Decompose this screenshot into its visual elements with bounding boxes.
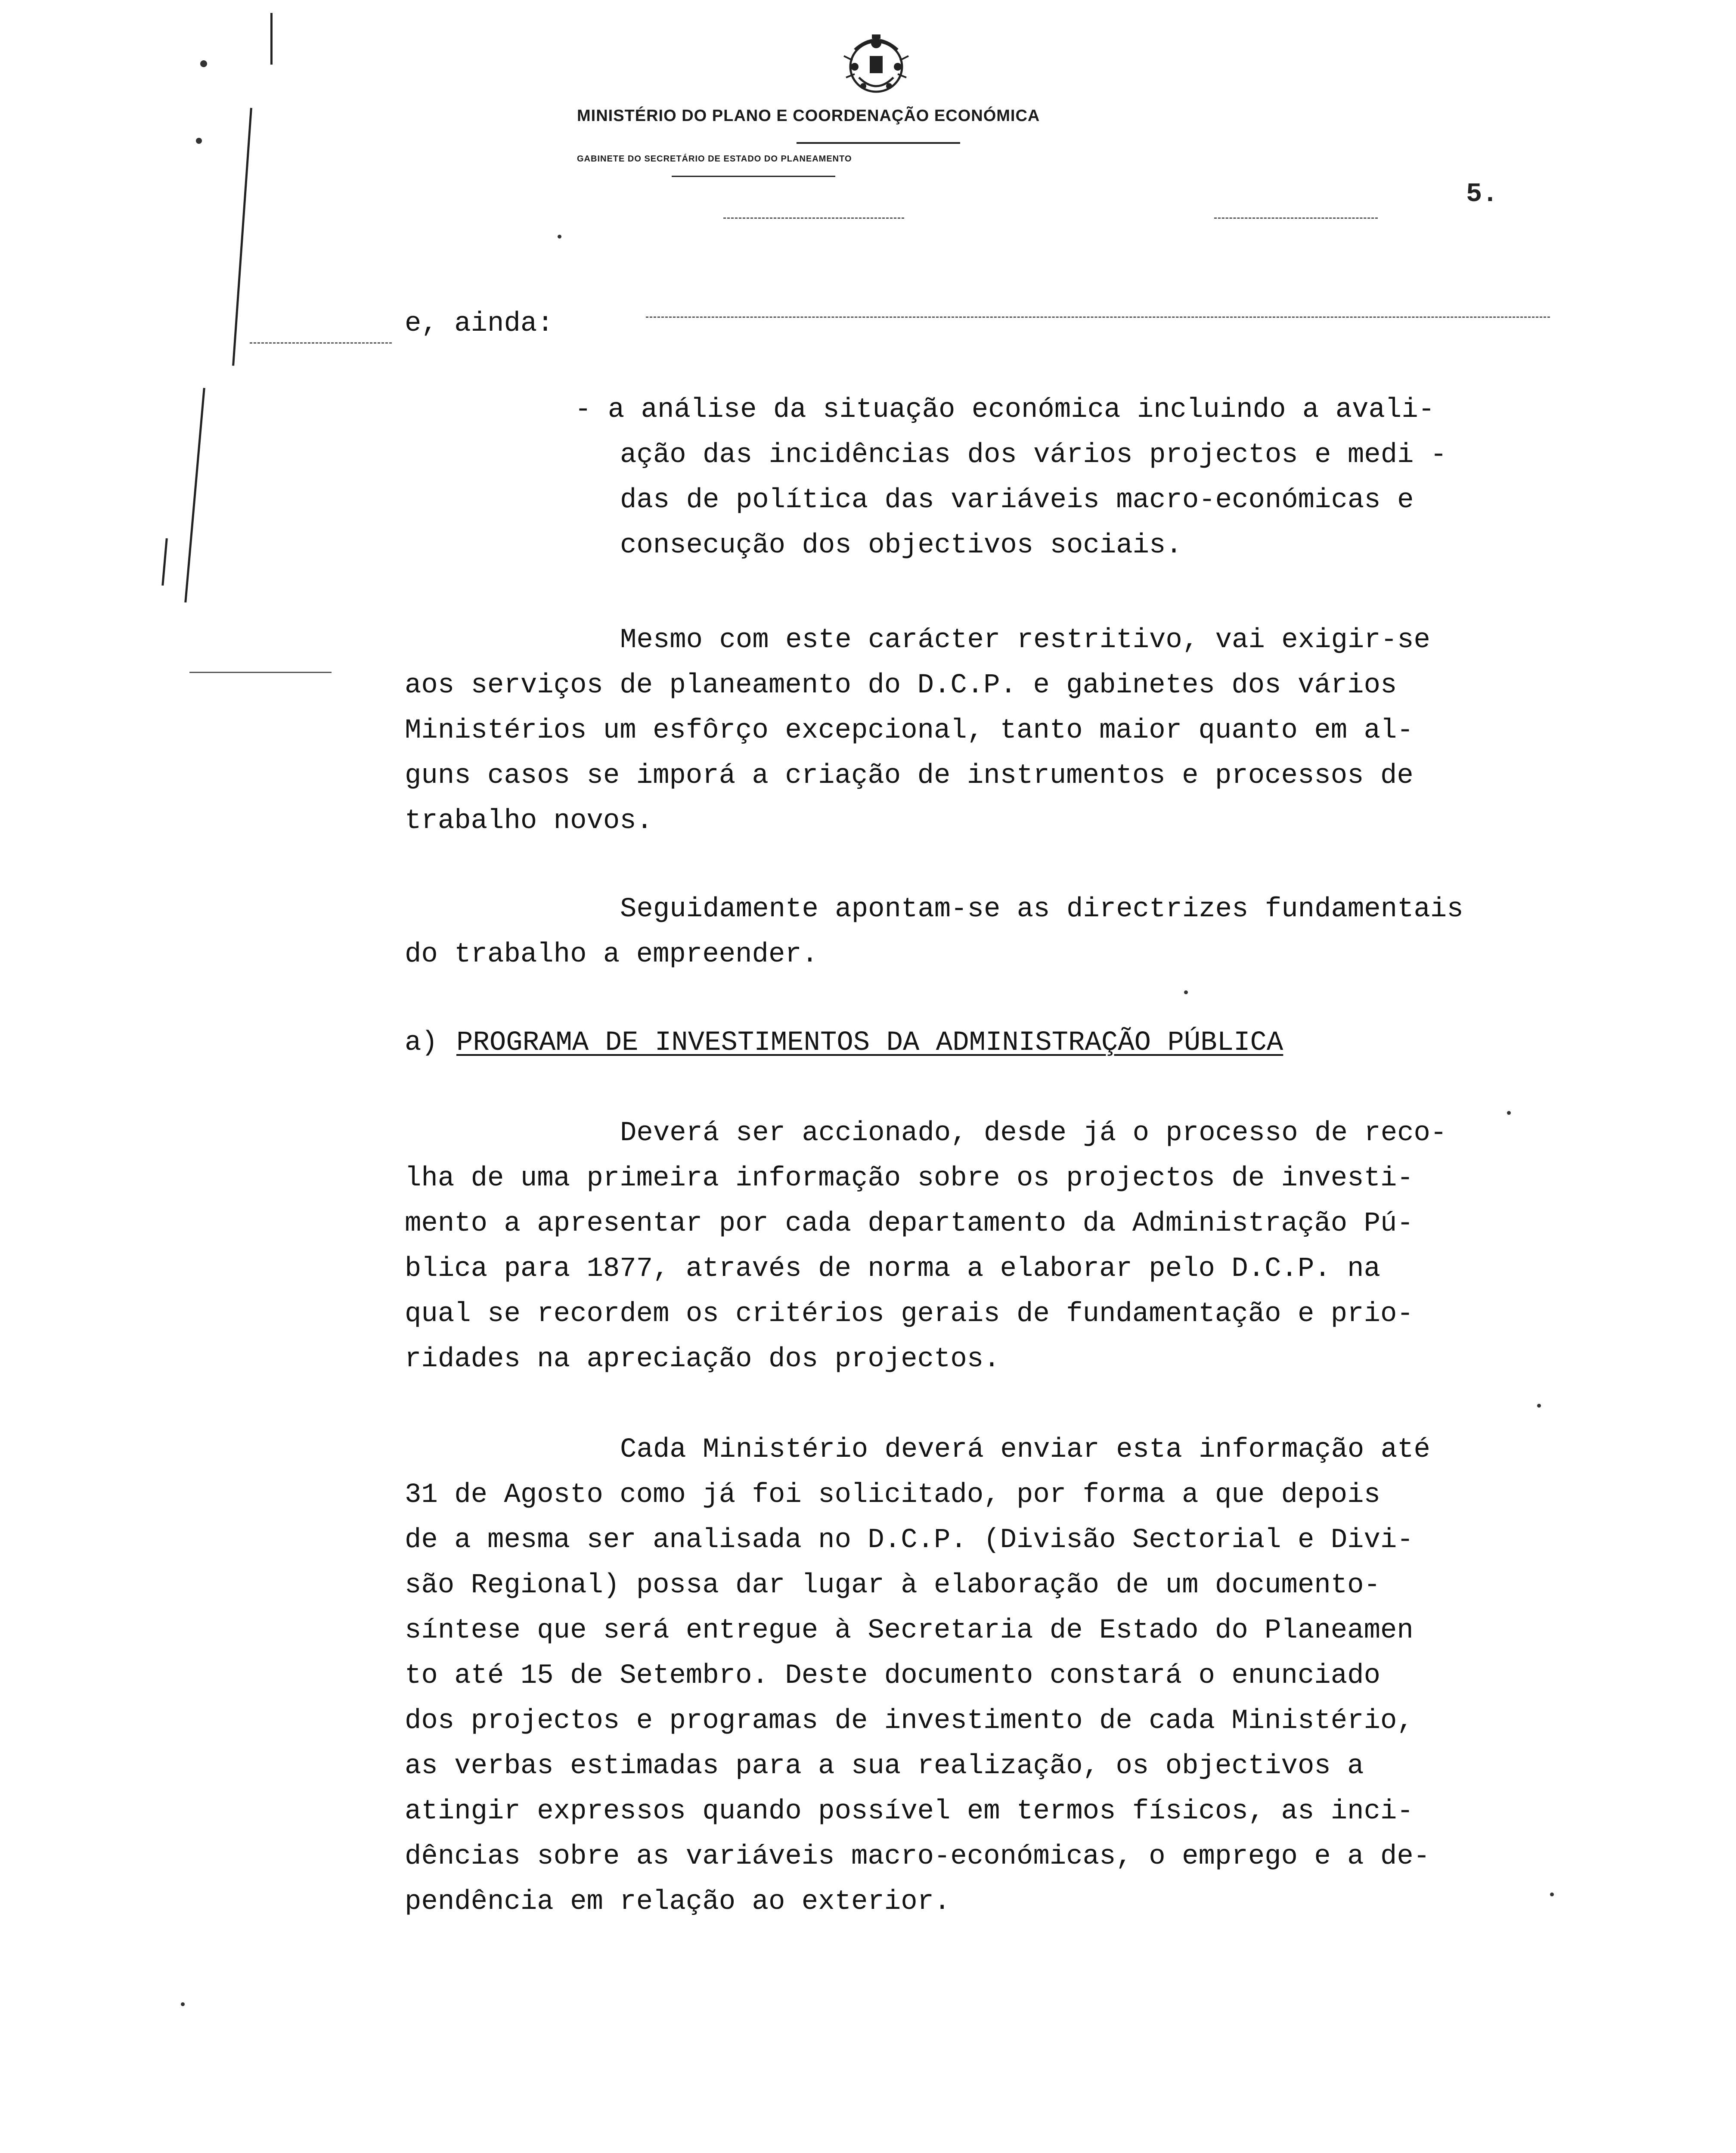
paragraph-line: Seguidamente apontam-se as directrizes fundamentais (620, 894, 1463, 925)
paragraph-line: to até 15 de Setembro. Deste documento constará o enunciado (405, 1660, 1380, 1691)
bullet-line: - a análise da situação económica incluindo a avali- (575, 394, 1435, 425)
margin-line (270, 13, 273, 65)
scan-rule (723, 217, 904, 219)
paragraph-line: são Regional) possa dar lugar à elaboração de um documento- (405, 1570, 1380, 1601)
paragraph-line: qual se recordem os critérios gerais de fundamentação e prio- (405, 1299, 1414, 1330)
paragraph-line: lha de uma primeira informação sobre os projectos de investi- (405, 1163, 1414, 1194)
margin-line (161, 538, 168, 586)
paragraph-line: guns casos se imporá a criação de instrumentos e processos de (405, 760, 1414, 791)
scan-speck (200, 60, 207, 67)
scan-speck (1507, 1111, 1511, 1115)
scan-rule (189, 672, 332, 673)
coat-of-arms-seal (829, 26, 924, 99)
paragraph-line: dências sobre as variáveis macro-económicas, o emprego e a de- (405, 1841, 1430, 1872)
paragraph-line: Cada Ministério deverá enviar esta informação até (620, 1434, 1430, 1465)
scan-speck (1537, 1404, 1541, 1408)
paragraph-line: de a mesma ser analisada no D.C.P. (Divisão Sectorial e Divi- (405, 1525, 1414, 1556)
margin-line (184, 388, 205, 603)
ministry-header: MINISTÉRIO DO PLANO E COORDENAÇÃO ECONÓMICA (577, 107, 1040, 125)
header-rule (797, 142, 960, 144)
paragraph-line: aos serviços de planeamento do D.C.P. e gabinetes dos vários (405, 670, 1397, 701)
paragraph-line: síntese que será entregue à Secretaria de Estado do Planeamen (405, 1615, 1414, 1646)
paragraph-line: ridades na apreciação dos projectos. (405, 1344, 1000, 1375)
scan-speck (1550, 1892, 1554, 1896)
scan-speck (1184, 990, 1188, 994)
scan-rule (646, 316, 1550, 318)
bullet-line: ação das incidências dos vários projectos e medi - (620, 440, 1447, 471)
scan-speck (558, 235, 561, 239)
paragraph-line: Deverá ser accionado, desde já o processo de reco- (620, 1118, 1447, 1149)
paragraph-line: Mesmo com este carácter restritivo, vai exigir-se (620, 625, 1430, 656)
intro-text: e, ainda: (405, 308, 554, 339)
paragraph-line: trabalho novos. (405, 806, 653, 837)
margin-line (232, 108, 252, 366)
scan-speck (181, 2002, 185, 2006)
bullet-line: consecução dos objectivos sociais. (620, 530, 1182, 561)
paragraph-line: dos projectos e programas de investimento de cada Ministério, (405, 1706, 1414, 1737)
scan-rule (250, 342, 392, 344)
scan-rule (1214, 217, 1378, 219)
paragraph-line: mento a apresentar por cada departamento da Administração Pú- (405, 1208, 1414, 1239)
page-number: 5. (1466, 179, 1498, 209)
paragraph-line: as verbas estimadas para a sua realização, os objectivos a (405, 1751, 1364, 1782)
cabinet-underline (672, 176, 835, 177)
section-heading: PROGRAMA DE INVESTIMENTOS DA ADMINISTRAÇÃO PÚBLICA (456, 1027, 1283, 1058)
section-label: a) (405, 1027, 438, 1058)
bullet-line: das de política das variáveis macro-económicas e (620, 485, 1414, 516)
paragraph-line: blica para 1877, através de norma a elaborar pelo D.C.P. na (405, 1253, 1380, 1284)
paragraph-line: Ministérios um esfôrço excepcional, tanto maior quanto em al- (405, 715, 1414, 746)
cabinet-header: GABINETE DO SECRETÁRIO DE ESTADO DO PLANEAMENTO (577, 154, 852, 164)
scan-speck (196, 138, 202, 144)
paragraph-line: 31 de Agosto como já foi solicitado, por forma a que depois (405, 1480, 1380, 1511)
paragraph-line: pendência em relação ao exterior. (405, 1886, 951, 1917)
paragraph-line: atingir expressos quando possível em termos físicos, as inci- (405, 1796, 1414, 1827)
paragraph-line: do trabalho a empreender. (405, 939, 818, 970)
